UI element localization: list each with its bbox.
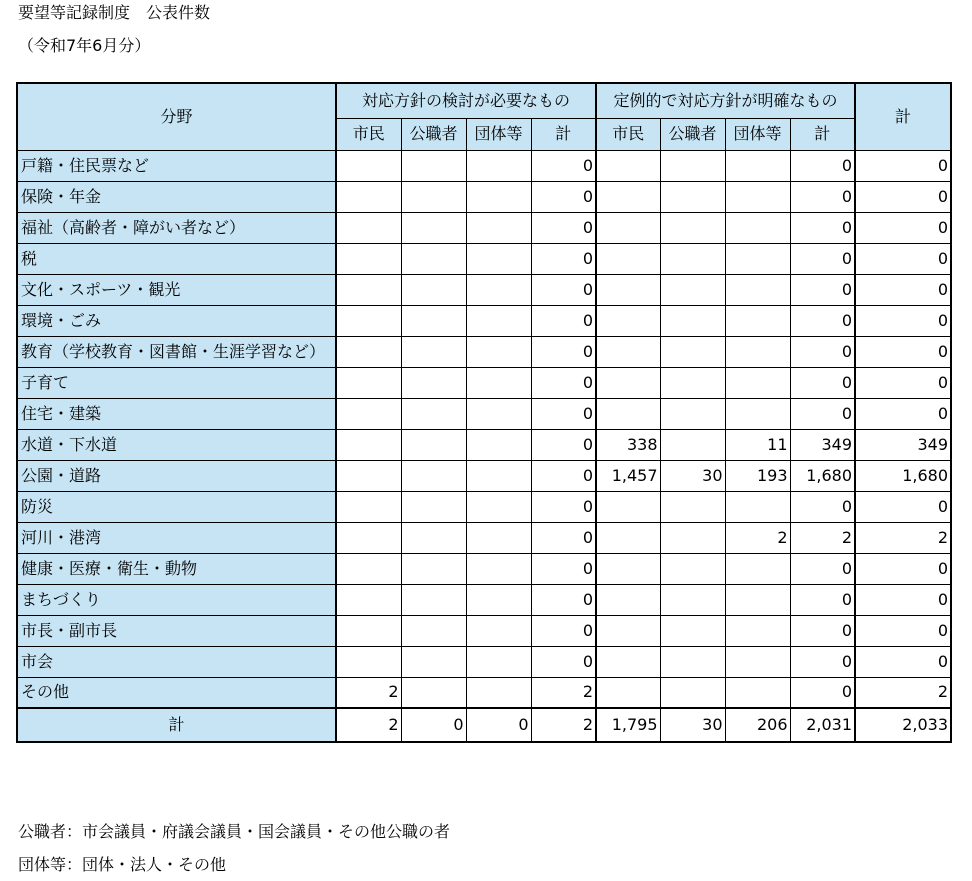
- cell-b-organization: [725, 398, 790, 429]
- cell-a-citizen: [336, 181, 401, 212]
- cell-a-total: 2: [531, 708, 596, 742]
- cell-a-official: [401, 491, 466, 522]
- table-row: [17, 553, 951, 584]
- cell-grand-total: 0: [855, 398, 951, 429]
- cell-a-official: [401, 336, 466, 367]
- cell-b-citizen: [596, 677, 660, 708]
- cell-b-total: 349: [790, 429, 855, 460]
- cell-b-official: [660, 398, 725, 429]
- cell-b-official: 30: [660, 460, 725, 491]
- cell-b-official: [660, 181, 725, 212]
- cell-b-official: [660, 429, 725, 460]
- cell-a-official: [401, 150, 466, 181]
- cell-a-official: [401, 398, 466, 429]
- note-official-definition: 公職者：市会議員・府議会議員・国会議員・その他公職の者: [18, 822, 451, 841]
- cell-b-total: 2: [790, 522, 855, 553]
- cell-b-organization: 2: [725, 522, 790, 553]
- table-row: [17, 150, 951, 181]
- cell-grand-total: 0: [855, 181, 951, 212]
- cell-b-citizen: [596, 150, 660, 181]
- cell-a-citizen: [336, 305, 401, 336]
- category-label: 健康・医療・衛生・動物: [17, 553, 336, 584]
- cell-b-organization: 206: [725, 708, 790, 742]
- cell-b-citizen: [596, 212, 660, 243]
- total-row-label: 計: [17, 708, 336, 742]
- header-sub-a-organization: 団体等: [466, 118, 531, 150]
- cell-b-organization: 193: [725, 460, 790, 491]
- cell-b-total: 0: [790, 367, 855, 398]
- cell-b-total: 0: [790, 243, 855, 274]
- cell-a-total: 0: [531, 150, 596, 181]
- table-row: [17, 522, 951, 553]
- cell-grand-total: 0: [855, 305, 951, 336]
- cell-b-official: [660, 553, 725, 584]
- cell-b-official: [660, 615, 725, 646]
- cell-a-official: [401, 584, 466, 615]
- cell-a-total: 0: [531, 398, 596, 429]
- cell-a-organization: [466, 677, 531, 708]
- cell-a-total: 0: [531, 584, 596, 615]
- cell-a-official: [401, 615, 466, 646]
- cell-b-total: 0: [790, 677, 855, 708]
- cell-b-citizen: [596, 274, 660, 305]
- cell-a-official: [401, 522, 466, 553]
- cell-a-total: 0: [531, 460, 596, 491]
- cell-b-organization: [725, 243, 790, 274]
- cell-a-organization: [466, 584, 531, 615]
- cell-a-official: [401, 274, 466, 305]
- category-label: 福祉（高齢者・障がい者など）: [17, 212, 336, 243]
- category-label: 河川・港湾: [17, 522, 336, 553]
- table-row: [17, 367, 951, 398]
- cell-a-organization: [466, 615, 531, 646]
- cell-a-official: [401, 460, 466, 491]
- cell-b-citizen: [596, 615, 660, 646]
- cell-a-organization: [466, 336, 531, 367]
- cell-a-total: 0: [531, 491, 596, 522]
- cell-b-official: [660, 522, 725, 553]
- cell-grand-total: 0: [855, 491, 951, 522]
- cell-b-citizen: 1,457: [596, 460, 660, 491]
- cell-grand-total: 2: [855, 522, 951, 553]
- cell-grand-total: 0: [855, 584, 951, 615]
- cell-a-organization: [466, 367, 531, 398]
- cell-a-organization: [466, 646, 531, 677]
- cell-a-total: 0: [531, 181, 596, 212]
- cell-a-total: 0: [531, 553, 596, 584]
- cell-a-official: [401, 677, 466, 708]
- cell-a-organization: [466, 398, 531, 429]
- category-label: 環境・ごみ: [17, 305, 336, 336]
- table-row: [17, 181, 951, 212]
- header-sub-a-total: 計: [531, 118, 596, 150]
- cell-b-citizen: 1,795: [596, 708, 660, 742]
- header-sub-b-citizen: 市民: [596, 118, 660, 150]
- cell-b-citizen: 338: [596, 429, 660, 460]
- cell-a-official: [401, 243, 466, 274]
- cell-a-total: 0: [531, 522, 596, 553]
- cell-b-citizen: [596, 243, 660, 274]
- cell-a-total: 0: [531, 615, 596, 646]
- cell-b-organization: [725, 212, 790, 243]
- cell-a-citizen: 2: [336, 677, 401, 708]
- cell-a-citizen: [336, 150, 401, 181]
- cell-a-organization: [466, 553, 531, 584]
- cell-b-total: 0: [790, 584, 855, 615]
- category-label: 市長・副市長: [17, 615, 336, 646]
- cell-a-citizen: [336, 584, 401, 615]
- cell-b-official: [660, 491, 725, 522]
- cell-a-organization: [466, 181, 531, 212]
- cell-b-citizen: [596, 491, 660, 522]
- cell-b-citizen: [596, 367, 660, 398]
- header-group-needs-review: 対応方針の検討が必要なもの: [336, 83, 596, 118]
- cell-a-official: [401, 212, 466, 243]
- cell-b-citizen: [596, 181, 660, 212]
- cell-a-citizen: 2: [336, 708, 401, 742]
- cell-a-official: [401, 305, 466, 336]
- category-label: 公園・道路: [17, 460, 336, 491]
- cell-b-total: 0: [790, 615, 855, 646]
- header-sub-b-organization: 団体等: [725, 118, 790, 150]
- table-row: [17, 212, 951, 243]
- header-sub-a-official: 公職者: [401, 118, 466, 150]
- cell-b-official: [660, 677, 725, 708]
- cell-b-official: [660, 646, 725, 677]
- cell-a-citizen: [336, 553, 401, 584]
- cell-b-total: 0: [790, 398, 855, 429]
- cell-a-official: [401, 367, 466, 398]
- cell-b-organization: [725, 367, 790, 398]
- table-row: [17, 336, 951, 367]
- cell-b-official: 30: [660, 708, 725, 742]
- cell-a-organization: [466, 212, 531, 243]
- table-row: [17, 398, 951, 429]
- header-group-routine: 定例的で対応方針が明確なもの: [596, 83, 855, 118]
- cell-b-organization: 11: [725, 429, 790, 460]
- cell-a-total: 2: [531, 677, 596, 708]
- table-row: [17, 305, 951, 336]
- cell-b-total: 0: [790, 274, 855, 305]
- cell-grand-total: 0: [855, 646, 951, 677]
- cell-a-organization: [466, 522, 531, 553]
- document-period: （令和7年6月分）: [18, 36, 151, 55]
- cell-b-total: 0: [790, 181, 855, 212]
- cell-b-organization: [725, 336, 790, 367]
- cell-b-citizen: [596, 553, 660, 584]
- cell-a-citizen: [336, 646, 401, 677]
- cell-a-citizen: [336, 367, 401, 398]
- table-row: [17, 274, 951, 305]
- cell-b-total: 0: [790, 212, 855, 243]
- table-row: [17, 491, 951, 522]
- document-title: 要望等記録制度 公表件数: [18, 3, 211, 22]
- category-label: 文化・スポーツ・観光: [17, 274, 336, 305]
- cell-b-official: [660, 367, 725, 398]
- cell-a-total: 0: [531, 336, 596, 367]
- cell-grand-total: 0: [855, 274, 951, 305]
- note-organization-definition: 団体等：団体・法人・その他: [18, 855, 227, 874]
- cell-b-citizen: [596, 522, 660, 553]
- table-row: [17, 615, 951, 646]
- cell-b-official: [660, 150, 725, 181]
- cell-b-citizen: [596, 584, 660, 615]
- cell-b-total: 0: [790, 336, 855, 367]
- cell-a-organization: [466, 460, 531, 491]
- cell-a-organization: [466, 429, 531, 460]
- cell-grand-total: 2,033: [855, 708, 951, 742]
- header-sub-a-citizen: 市民: [336, 118, 401, 150]
- cell-b-organization: [725, 646, 790, 677]
- cell-b-total: 0: [790, 305, 855, 336]
- cell-a-organization: [466, 305, 531, 336]
- cell-b-citizen: [596, 305, 660, 336]
- cell-b-organization: [725, 491, 790, 522]
- cell-a-organization: 0: [466, 708, 531, 742]
- cell-a-official: [401, 429, 466, 460]
- cell-grand-total: 2: [855, 677, 951, 708]
- cell-b-total: 0: [790, 150, 855, 181]
- cell-a-citizen: [336, 429, 401, 460]
- cell-b-total: 2,031: [790, 708, 855, 742]
- request-count-table: [16, 82, 952, 743]
- cell-b-organization: [725, 181, 790, 212]
- table-row: [17, 429, 951, 460]
- cell-a-citizen: [336, 460, 401, 491]
- category-label: 保険・年金: [17, 181, 336, 212]
- cell-a-citizen: [336, 274, 401, 305]
- header-sub-b-official: 公職者: [660, 118, 725, 150]
- cell-a-official: [401, 646, 466, 677]
- cell-a-organization: [466, 274, 531, 305]
- header-sub-b-total: 計: [790, 118, 855, 150]
- cell-b-organization: [725, 615, 790, 646]
- cell-a-citizen: [336, 398, 401, 429]
- cell-b-organization: [725, 677, 790, 708]
- table-row: [17, 460, 951, 491]
- header-grand-total: 計: [855, 83, 951, 150]
- cell-b-citizen: [596, 646, 660, 677]
- category-label: その他: [17, 677, 336, 708]
- table-row: [17, 677, 951, 708]
- cell-grand-total: 0: [855, 336, 951, 367]
- cell-b-total: 0: [790, 553, 855, 584]
- cell-a-citizen: [336, 491, 401, 522]
- category-label: 住宅・建築: [17, 398, 336, 429]
- cell-grand-total: 0: [855, 615, 951, 646]
- cell-a-total: 0: [531, 367, 596, 398]
- cell-b-organization: [725, 584, 790, 615]
- cell-b-citizen: [596, 398, 660, 429]
- category-label: 戸籍・住民票など: [17, 150, 336, 181]
- category-label: 市会: [17, 646, 336, 677]
- cell-b-official: [660, 212, 725, 243]
- cell-a-official: [401, 181, 466, 212]
- category-label: 教育（学校教育・図書館・生涯学習など）: [17, 336, 336, 367]
- cell-a-total: 0: [531, 429, 596, 460]
- header-category: 分野: [17, 83, 336, 150]
- cell-b-official: [660, 584, 725, 615]
- cell-a-total: 0: [531, 274, 596, 305]
- category-label: 税: [17, 243, 336, 274]
- cell-b-organization: [725, 553, 790, 584]
- table-body: [17, 150, 951, 742]
- table-row: [17, 584, 951, 615]
- cell-a-citizen: [336, 336, 401, 367]
- cell-b-organization: [725, 274, 790, 305]
- table-row: [17, 646, 951, 677]
- category-label: まちづくり: [17, 584, 336, 615]
- cell-grand-total: 349: [855, 429, 951, 460]
- cell-b-citizen: [596, 336, 660, 367]
- cell-grand-total: 0: [855, 553, 951, 584]
- cell-a-citizen: [336, 212, 401, 243]
- cell-b-total: 0: [790, 646, 855, 677]
- cell-b-organization: [725, 150, 790, 181]
- cell-a-official: [401, 553, 466, 584]
- cell-grand-total: 0: [855, 367, 951, 398]
- cell-a-organization: [466, 491, 531, 522]
- cell-b-total: 1,680: [790, 460, 855, 491]
- category-label: 水道・下水道: [17, 429, 336, 460]
- cell-b-official: [660, 336, 725, 367]
- cell-b-organization: [725, 305, 790, 336]
- cell-grand-total: 1,680: [855, 460, 951, 491]
- cell-grand-total: 0: [855, 150, 951, 181]
- cell-a-total: 0: [531, 243, 596, 274]
- cell-a-official: 0: [401, 708, 466, 742]
- cell-a-total: 0: [531, 646, 596, 677]
- category-label: 防災: [17, 491, 336, 522]
- cell-grand-total: 0: [855, 212, 951, 243]
- cell-a-total: 0: [531, 212, 596, 243]
- table-total-row: [17, 708, 951, 742]
- cell-a-citizen: [336, 243, 401, 274]
- cell-b-official: [660, 274, 725, 305]
- cell-a-citizen: [336, 615, 401, 646]
- cell-a-citizen: [336, 522, 401, 553]
- category-label: 子育て: [17, 367, 336, 398]
- cell-grand-total: 0: [855, 243, 951, 274]
- table-row: [17, 243, 951, 274]
- cell-a-organization: [466, 243, 531, 274]
- cell-a-total: 0: [531, 305, 596, 336]
- cell-b-total: 0: [790, 491, 855, 522]
- cell-b-official: [660, 305, 725, 336]
- cell-b-official: [660, 243, 725, 274]
- cell-a-organization: [466, 150, 531, 181]
